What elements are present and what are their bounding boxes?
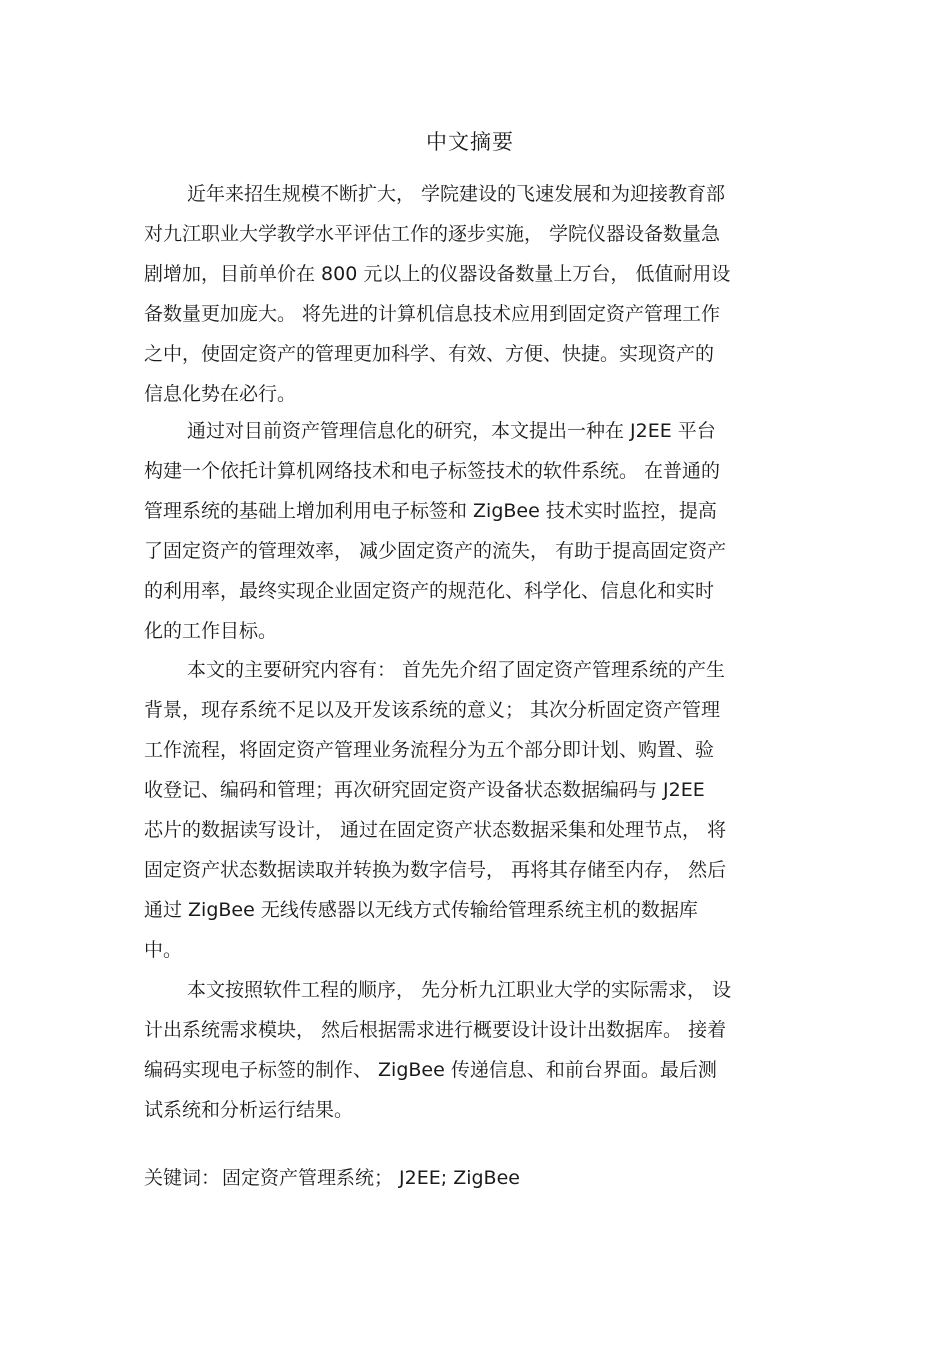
- paragraph-line: 编码实现电子标签的制作、 ZigBee 传递信息、和前台界面。最后测: [144, 1059, 717, 1081]
- keywords-label: 关键词：: [144, 1167, 221, 1189]
- keywords-line: [144, 1158, 520, 1198]
- paragraph-line: 本文按照软件工程的顺序， 先分析九江职业大学的实际需求， 设: [187, 979, 732, 1001]
- paragraph-line: 管理系统的基础上增加利用电子标签和 ZigBee 技术实时监控，提高: [144, 500, 717, 522]
- paragraph-4: [144, 970, 812, 1130]
- paragraph-line: 了固定资产的管理效率， 减少固定资产的流失， 有助于提高固定资产: [144, 540, 727, 562]
- paragraph-line: 收登记、编码和管理；再次研究固定资产设备状态数据编码与 J2EE: [144, 779, 705, 801]
- paragraph-line: 工作流程，将固定资产管理业务流程分为五个部分即计划、购置、验: [144, 739, 715, 761]
- paragraph-line: 固定资产状态数据读取并转换为数字信号， 再将其存储至内存， 然后: [144, 859, 727, 881]
- paragraph-line: 之中，使固定资产的管理更加科学、有效、方便、快捷。实现资产的: [144, 343, 715, 365]
- paragraph-line: 的利用率，最终实现企业固定资产的规范化、科学化、信息化和实时: [144, 580, 715, 602]
- paragraph-line: 背景，现存系统不足以及开发该系统的意义； 其次分析固定资产管理: [144, 699, 721, 721]
- paragraph-line: 中。: [144, 939, 183, 961]
- paragraph-line: 化的工作目标。: [144, 620, 278, 642]
- paragraph-line: 试系统和分析运行结果。: [144, 1099, 354, 1121]
- paragraph-line: 芯片的数据读写设计， 通过在固定资产状态数据采集和处理节点， 将: [144, 819, 727, 841]
- paragraph-line: 构建一个依托计算机网络技术和电子标签技术的软件系统。 在普通的: [144, 460, 721, 482]
- paragraph-line: 备数量更加庞大。 将先进的计算机信息技术应用到固定资产管理工作: [144, 303, 721, 325]
- paragraph-line: 剧增加，目前单价在 800 元以上的仪器设备数量上万台， 低值耐用设: [144, 263, 731, 285]
- paragraph-2: [144, 411, 812, 651]
- paragraph-line: 信息化势在必行。: [144, 383, 297, 405]
- abstract-title: 中文摘要: [426, 130, 514, 154]
- paragraph-line: 通过 ZigBee 无线传感器以无线方式传输给管理系统主机的数据库: [144, 899, 698, 921]
- paragraph-3: [144, 650, 812, 970]
- paragraph-1: [144, 174, 812, 414]
- paragraph-line: 近年来招生规模不断扩大， 学院建设的飞速发展和为迎接教育部: [187, 183, 726, 205]
- paragraph-line: 通过对目前资产管理信息化的研究，本文提出一种在 J2EE 平台: [187, 420, 716, 442]
- keywords-value: 固定资产管理系统； J2EE; ZigBee: [222, 1167, 520, 1189]
- paragraph-line: 计出系统需求模块， 然后根据需求进行概要设计设计出数据库。 接着: [144, 1019, 727, 1041]
- paragraph-line: 对九江职业大学教学水平评估工作的逐步实施， 学院仪器设备数量急: [144, 223, 721, 245]
- paragraph-line: 本文的主要研究内容有： 首先先介绍了固定资产管理系统的产生: [187, 659, 726, 681]
